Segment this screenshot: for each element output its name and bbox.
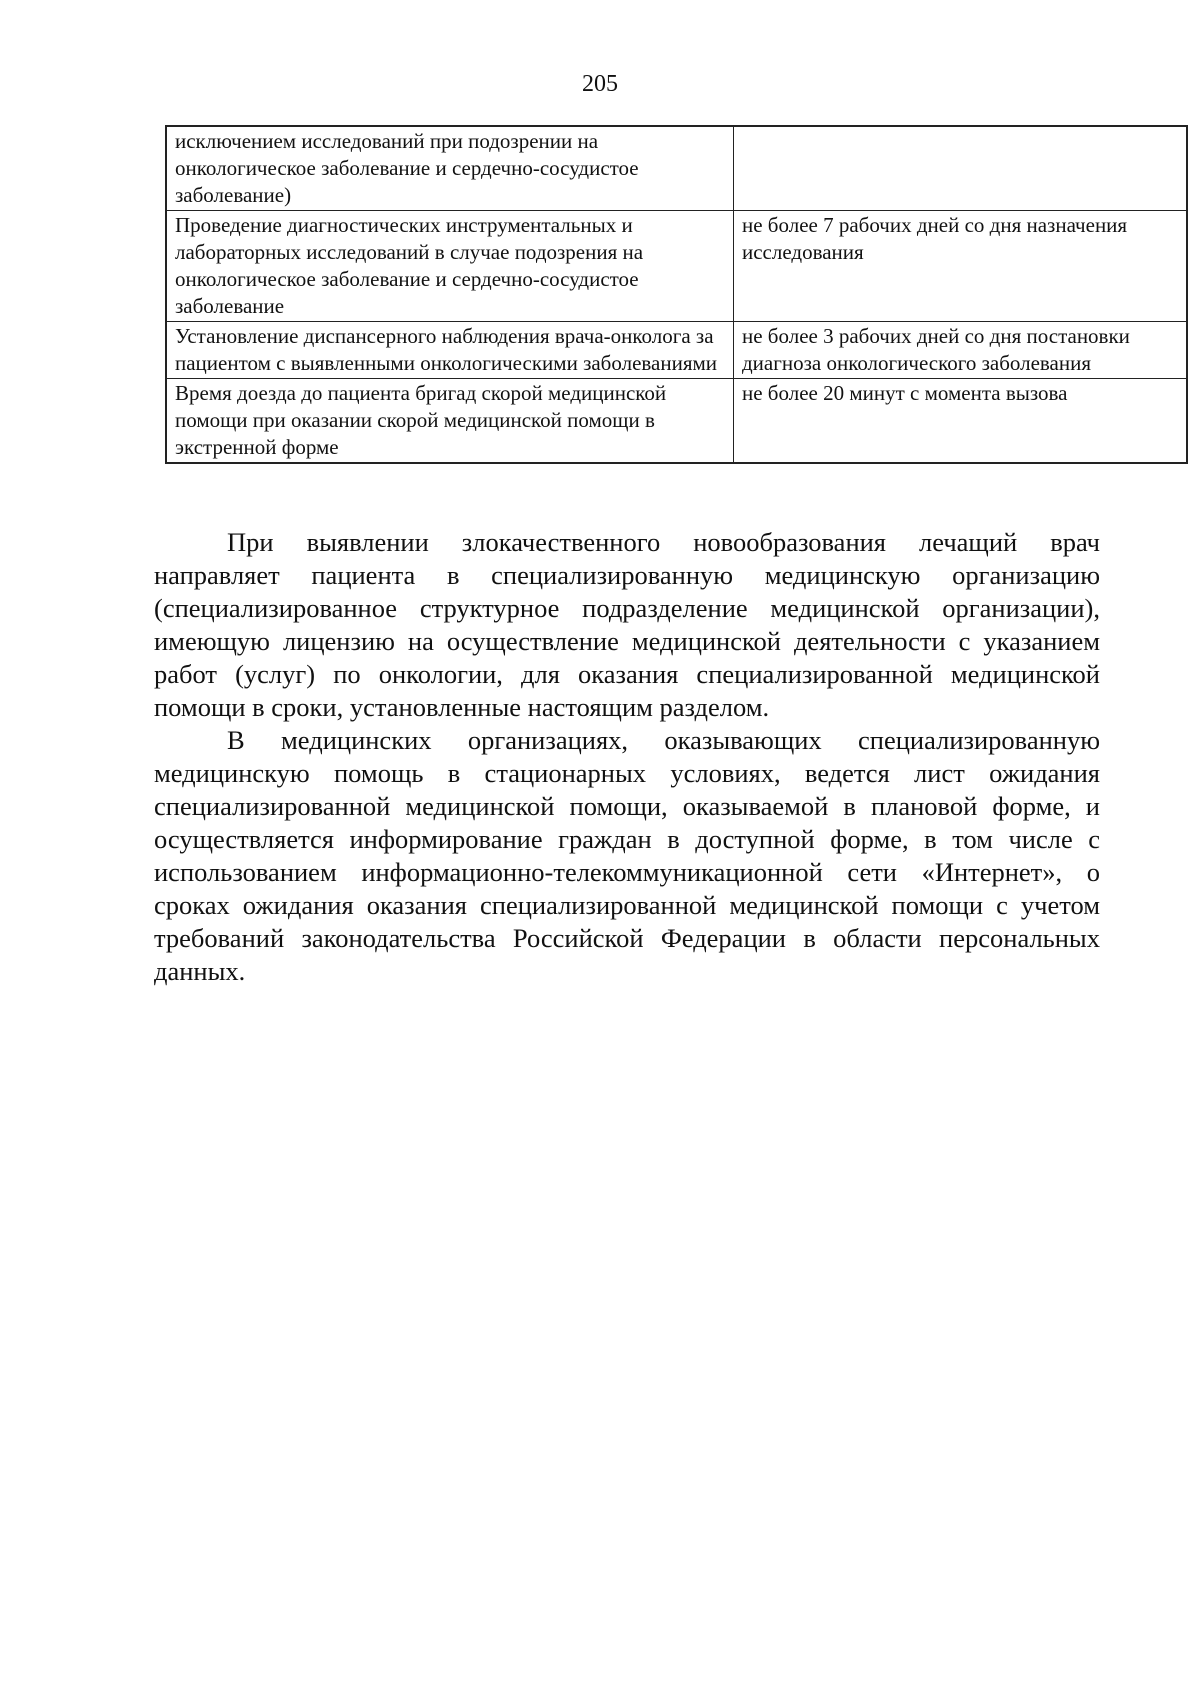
- body-text: [154, 526, 1100, 988]
- waiting-times-table: [165, 125, 1188, 464]
- table-cell-deadline: не более 7 рабочих дней со дня назначения исследования: [734, 211, 1188, 322]
- table-cell-deadline: не более 20 минут с момента вызова: [734, 379, 1188, 464]
- page-number: 205: [582, 71, 618, 97]
- table-cell-deadline: не более 3 рабочих дней со дня постановки диагноза онкологического заболевания: [734, 322, 1188, 379]
- paragraph: В медицинских организациях, оказывающих специализированную медицинскую помощь в стационарных условиях, ведется лист ожидания специализированной медицинской помощи, оказываемой в плановой форме, и осуществляется информирование граждан в доступной форме, в том числе с использованием информационно-телекоммуникационной сети «Интернет», о сроках ожидания оказания специализированной медицинской помощи с учетом требований законодательства Российской Федерации в области персональных данных.: [154, 725, 1100, 986]
- table-row: [166, 379, 1187, 464]
- table-row: [166, 211, 1187, 322]
- table-row: [166, 322, 1187, 379]
- table-row: [166, 126, 1187, 211]
- paragraph: При выявлении злокачественного новообразования лечащий врач направляет пациента в специализированную медицинскую организацию (специализированное структурное подразделение медицинской организации), имеющую лицензию на осуществление медицинской деятельности с указанием работ (услуг) по онкологии, для оказания специализированной медицинской помощи в сроки, установленные настоящим разделом.: [154, 527, 1100, 722]
- table-cell-indicator: исключением исследований при подозрении на онкологическое заболевание и сердечно-сосудистое заболевание): [166, 126, 734, 211]
- table-cell-deadline: [734, 126, 1188, 211]
- table-cell-indicator: Проведение диагностических инструментальных и лабораторных исследований в случае подозрения на онкологическое заболевание и сердечно-сосудистое заболевание: [166, 211, 734, 322]
- table-cell-indicator: Время доезда до пациента бригад скорой медицинской помощи при оказании скорой медицинской помощи в экстренной форме: [166, 379, 734, 464]
- table-cell-indicator: Установление диспансерного наблюдения врача-онколога за пациентом с выявленными онкологическими заболеваниями: [166, 322, 734, 379]
